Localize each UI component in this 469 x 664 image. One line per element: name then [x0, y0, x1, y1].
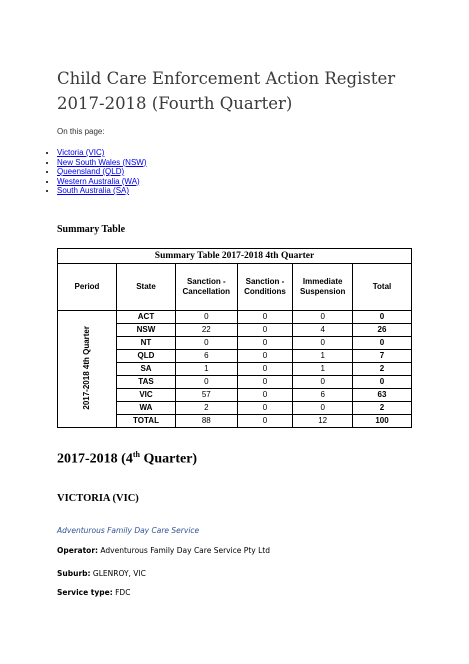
suspension-cell: 0: [293, 376, 353, 389]
suspension-cell: 4: [293, 324, 353, 337]
total-cell: 0: [353, 311, 412, 324]
state-cell: NSW: [117, 324, 176, 337]
total-cell: 2: [353, 363, 412, 376]
suspension-cell: 6: [293, 389, 353, 402]
cancellation-cell: 2: [176, 402, 238, 415]
heading-text-start: 2017-2018 (4: [57, 451, 133, 467]
header-total: Total: [353, 264, 412, 311]
conditions-cell: 0: [237, 337, 293, 350]
suspension-cell: 1: [293, 350, 353, 363]
total-cell: 0: [353, 337, 412, 350]
heading-superscript: th: [132, 450, 140, 459]
total-cell: 100: [353, 415, 412, 428]
quarter-section-heading: [57, 450, 197, 468]
operator-label: Operator:: [57, 546, 99, 555]
cancellation-cell: 22: [176, 324, 238, 337]
summary-table-heading: Summary Table: [57, 224, 126, 235]
conditions-cell: 0: [237, 376, 293, 389]
state-cell: QLD: [117, 350, 176, 363]
heading-text-end: Quarter): [139, 451, 198, 467]
toc-item-vic: [57, 148, 147, 158]
toc-item-nsw: [57, 158, 147, 168]
service-type-value: FDC: [112, 588, 131, 597]
suburb-value: GLENROY, VIC: [90, 569, 146, 578]
suburb-label: Suburb:: [57, 569, 91, 578]
suspension-cell: 0: [293, 337, 353, 350]
period-cell: [58, 311, 117, 428]
state-cell: NT: [117, 337, 176, 350]
summary-table-caption: Summary Table 2017-2018 4th Quarter: [58, 249, 412, 264]
service-type-field: [57, 588, 130, 597]
total-cell: 63: [353, 389, 412, 402]
conditions-cell: 0: [237, 363, 293, 376]
total-cell: 0: [353, 376, 412, 389]
summary-table: [57, 248, 412, 428]
table-row: [58, 311, 412, 324]
operator-value: Adventurous Family Day Care Service Pty Ltd: [98, 546, 270, 555]
table-of-contents: [34, 148, 147, 196]
header-cancellation: Sanction - Cancellation: [176, 264, 238, 311]
cancellation-cell: 88: [176, 415, 238, 428]
state-cell: TOTAL: [117, 415, 176, 428]
toc-link-vic[interactable]: Victoria (VIC): [57, 148, 105, 157]
state-heading-vic: VICTORIA (VIC): [57, 493, 139, 504]
conditions-cell: 0: [237, 415, 293, 428]
state-cell: VIC: [117, 389, 176, 402]
cancellation-cell: 57: [176, 389, 238, 402]
toc-link-nsw[interactable]: New South Wales (NSW): [57, 157, 147, 167]
state-cell: WA: [117, 402, 176, 415]
cancellation-cell: 1: [176, 363, 238, 376]
toc-link-qld[interactable]: Queensland (QLD): [57, 167, 125, 176]
toc-item-wa: [57, 177, 147, 187]
conditions-cell: 0: [237, 311, 293, 324]
header-state: State: [117, 264, 176, 311]
cancellation-cell: 0: [176, 376, 238, 389]
on-this-page-label: On this page:: [57, 127, 105, 136]
state-cell: SA: [117, 363, 176, 376]
suspension-cell: 12: [293, 415, 353, 428]
cancellation-cell: 0: [176, 337, 238, 350]
total-cell: 7: [353, 350, 412, 363]
conditions-cell: 0: [237, 389, 293, 402]
total-cell: 2: [353, 402, 412, 415]
cancellation-cell: 6: [176, 350, 238, 363]
suspension-cell: 1: [293, 363, 353, 376]
toc-link-wa[interactable]: Western Australia (WA): [57, 176, 140, 186]
toc-item-qld: [57, 167, 147, 177]
document-title-line-2: 2017-2018 (Fourth Quarter): [57, 94, 293, 113]
toc-item-sa: [57, 186, 147, 196]
toc-link-sa[interactable]: South Australia (SA): [57, 186, 130, 195]
header-period: Period: [58, 264, 117, 311]
conditions-cell: 0: [237, 402, 293, 415]
document-title: [57, 66, 437, 116]
cancellation-cell: 0: [176, 311, 238, 324]
period-label: 2017-2018 4th Quarter: [82, 325, 91, 410]
suspension-cell: 0: [293, 402, 353, 415]
conditions-cell: 0: [237, 324, 293, 337]
operator-field: [57, 546, 270, 555]
state-cell: TAS: [117, 376, 176, 389]
total-cell: 26: [353, 324, 412, 337]
service-type-label: Service type:: [57, 588, 113, 597]
conditions-cell: 0: [237, 350, 293, 363]
header-conditions: Sanction - Conditions: [237, 264, 293, 311]
service-name: Adventurous Family Day Care Service: [57, 526, 200, 535]
suburb-field: [57, 569, 146, 578]
state-cell: ACT: [117, 311, 176, 324]
header-suspension: Immediate Suspension: [293, 264, 353, 311]
suspension-cell: 0: [293, 311, 353, 324]
document-title-line-1: Child Care Enforcement Action Register: [57, 69, 396, 88]
